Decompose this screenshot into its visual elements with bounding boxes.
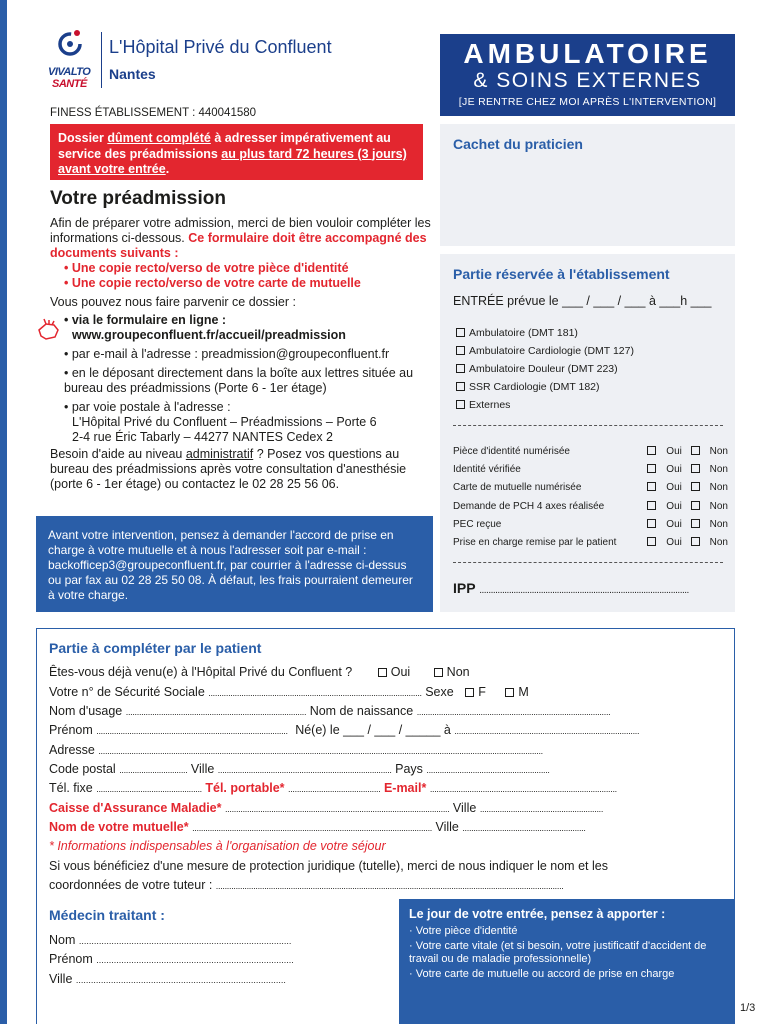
firstname-birth-fields[interactable]: Prénom ....................................................................................... Né(e) le ___ / ___ / _____ à .................................................................................... [49, 723, 640, 737]
checkbox[interactable] [456, 346, 465, 355]
logo-text-vivalto: VIVALTO [48, 66, 91, 78]
dashed-separator [453, 562, 723, 563]
required-doc-id: • Une copie recto/verso de votre pièce d'identité [64, 261, 349, 275]
practitioner-stamp-area [440, 124, 735, 246]
logo-separator [101, 32, 102, 88]
health-insurance-field[interactable]: Caisse d'Assurance Maladie* ...................................................................................................... Ville ........................................................ [49, 801, 604, 815]
verification-checklist [453, 442, 728, 552]
send-method-online: • via le formulaire en ligne : www.groupeconfluent.fr/accueil/preadmission [64, 313, 346, 342]
address-field[interactable]: Adresse .......................................................................................................................................................................................................... [49, 743, 543, 757]
hospital-city: Nantes [109, 66, 156, 82]
checkbox-oui[interactable] [647, 519, 656, 528]
doctor-name-field[interactable]: Nom ..................................................................................... [49, 933, 292, 947]
checkbox-oui[interactable] [647, 464, 656, 473]
practitioner-stamp-title: Cachet du praticien [453, 136, 583, 152]
send-method-email: • par e-mail à l'adresse : preadmission@groupeconfluent.fr [64, 347, 390, 361]
vivalto-logo-icon [56, 28, 86, 58]
checkbox-m[interactable] [505, 688, 514, 697]
pointing-hand-icon [34, 316, 62, 344]
planned-entry-field[interactable]: ENTRÉE prévue le ___ / ___ / ___ à ___h ___ [453, 294, 712, 308]
service-subtitle: & SOINS EXTERNES [473, 69, 702, 92]
online-form-link[interactable]: www.groupeconfluent.fr/accueil/preadmission [72, 328, 346, 342]
bring-items-title: Le jour de votre entrée, pensez à apporter : [409, 907, 666, 921]
required-fields-note: * Informations indispensables à l'organisation de votre séjour [49, 839, 386, 853]
service-checkbox-row[interactable]: Ambulatoire (DMT 181) [456, 324, 634, 342]
guardian-field[interactable]: coordonnées de votre tuteur : .............................................................................................................................................................. [49, 878, 564, 892]
guardian-text: Si vous bénéficiez d'une mesure de protection juridique (tutelle), merci de nous indiquer le nom et les [49, 859, 608, 873]
checkbox-non[interactable] [434, 668, 443, 677]
service-checkbox-row[interactable]: Ambulatoire Douleur (DMT 223) [456, 360, 634, 378]
bring-items-box [399, 899, 735, 1024]
ipp-field[interactable]: IPP ............................................................................................ [453, 580, 689, 596]
checkbox[interactable] [456, 382, 465, 391]
checkbox[interactable] [456, 400, 465, 409]
check-row: Demande de PCH 4 axes réalisée Oui Non [453, 500, 728, 512]
check-row: Identité vérifiée Oui Non [453, 463, 728, 475]
service-checkbox-row[interactable]: SSR Cardiologie (DMT 182) [456, 378, 634, 396]
send-methods-title: Vous pouvez nous faire parvenir ce dossier : [50, 295, 296, 309]
checkbox-oui[interactable] [378, 668, 387, 677]
establishment-title: Partie réservée à l'établissement [453, 266, 670, 282]
admin-help-text: Besoin d'aide au niveau administratif ? Posez vos questions au bureau des préadmissions après votre consultation d'anesthésie (porte 6 - 1er étage) ou contactez le 02 28 25 56 06. [50, 447, 407, 491]
finess-number: FINESS ÉTABLISSEMENT : 440041580 [50, 107, 257, 119]
checkbox-f[interactable] [465, 688, 474, 697]
patient-section-title: Partie à compléter par le patient [49, 640, 262, 656]
checkbox-non[interactable] [691, 482, 700, 491]
check-row: Carte de mutuelle numérisée Oui Non [453, 482, 728, 494]
establishment-section [440, 254, 735, 612]
check-row: Prise en charge remise par le patient Oui Non [453, 537, 728, 549]
service-title-box [440, 34, 735, 116]
doctor-city-field[interactable]: Ville .................................................................................... [49, 972, 286, 986]
checkbox-non[interactable] [691, 464, 700, 473]
name-fields[interactable]: Nom d'usage .................................................................................. Nom de naissance ........................................................................................ [49, 704, 611, 718]
send-method-post: • par voie postale à l'adresse : L'Hôpital Privé du Confluent – Préadmissions – Porte 6 2-4 rue Éric Tabarly – 44277 NANTES Cedex 2 [64, 400, 377, 444]
mutuelle-field[interactable]: Nom de votre mutuelle* ............................................................................................................. Ville ........................................................ [49, 820, 586, 834]
bring-item: · Votre carte de mutuelle ou accord de prise en charge [409, 968, 675, 980]
doctor-firstname-field[interactable]: Prénom ............................................................................... [49, 952, 294, 966]
logo-text-sante: SANTÉ [52, 78, 87, 90]
checkbox-non[interactable] [691, 519, 700, 528]
send-methods-list [64, 313, 436, 449]
page-number: 1/3 [740, 1002, 756, 1014]
checkbox-oui[interactable] [647, 537, 656, 546]
service-type-list [456, 324, 634, 414]
bring-item: · Votre carte vitale (et si besoin, votre justificatif d'accident de travail ou de maladie professionnelle) [409, 940, 707, 965]
service-checkbox-row[interactable]: Externes [456, 396, 634, 414]
required-doc-mutuelle: • Une copie recto/verso de votre carte de mutuelle [64, 276, 361, 290]
checkbox-oui[interactable] [647, 482, 656, 491]
check-row: Pièce d'identité numérisée Oui Non [453, 445, 728, 457]
vivalto-logo [46, 28, 98, 92]
service-note: [JE RENTRE CHEZ MOI APRÈS L'INTERVENTION] [458, 96, 717, 108]
checkbox[interactable] [456, 364, 465, 373]
checkbox-non[interactable] [691, 446, 700, 455]
social-security-field[interactable]: Votre n° de Sécurité Sociale ................................................................................................. Sexe F M [49, 685, 529, 699]
checkbox-non[interactable] [691, 501, 700, 510]
patient-section [36, 628, 735, 1024]
phone-email-fields[interactable]: Tél. fixe ................................................ Tél. portable* .......................................... E-mail* ..................................................................................... [49, 781, 617, 795]
service-checkbox-row[interactable]: Ambulatoire Cardiologie (DMT 127) [456, 342, 634, 360]
doctor-title: Médecin traitant : [49, 907, 165, 923]
hospital-name: L'Hôpital Privé du Confluent [109, 37, 332, 57]
deadline-notice: Dossier dûment complété à adresser impérativement au service des préadmissions au plus tard 72 heures (3 jours) avant votre entrée. [50, 124, 423, 180]
checkbox-oui[interactable] [647, 446, 656, 455]
left-stripe [0, 0, 7, 1024]
send-method-mailbox: • en le déposant directement dans la boîte aux lettres située au bureau des préadmissions (Porte 6 - 1er étage) [64, 366, 414, 395]
postal-city-country-fields[interactable]: Code postal ............................... Ville ............................................................................... Pays ........................................................ [49, 762, 550, 776]
checkbox[interactable] [456, 328, 465, 337]
service-title: AMBULATOIRE [463, 38, 712, 69]
checkbox-oui[interactable] [647, 501, 656, 510]
dashed-separator [453, 425, 723, 426]
preadmission-title: Votre préadmission [50, 188, 226, 209]
check-row: PEC reçue Oui Non [453, 518, 728, 530]
preadmission-intro: Afin de préparer votre admission, merci de bien vouloir compléter les informations ci-dessous. Ce formulaire doit être accompagné des documents suivants : • Une copie recto/verso de votre pièce d'identité • Une copie recto/verso de votre carte de mutuelle [50, 216, 431, 290]
previous-visit-question: Êtes-vous déjà venu(e) à l'Hôpital Privé du Confluent ? Oui Non [49, 665, 470, 679]
mutuelle-notice: Avant votre intervention, pensez à demander l'accord de prise en charge à votre mutuelle et à nous l'adresser soit par e-mail : backofficep3@groupeconfluent.fr, par courrier à l'adresse ci-dessus ou par fax au 02 28 25 50 08. À défaut, les frais pourraient demeurer à votre charge. [36, 516, 433, 612]
bring-item: · Votre pièce d'identité [409, 925, 518, 937]
checkbox-non[interactable] [691, 537, 700, 546]
